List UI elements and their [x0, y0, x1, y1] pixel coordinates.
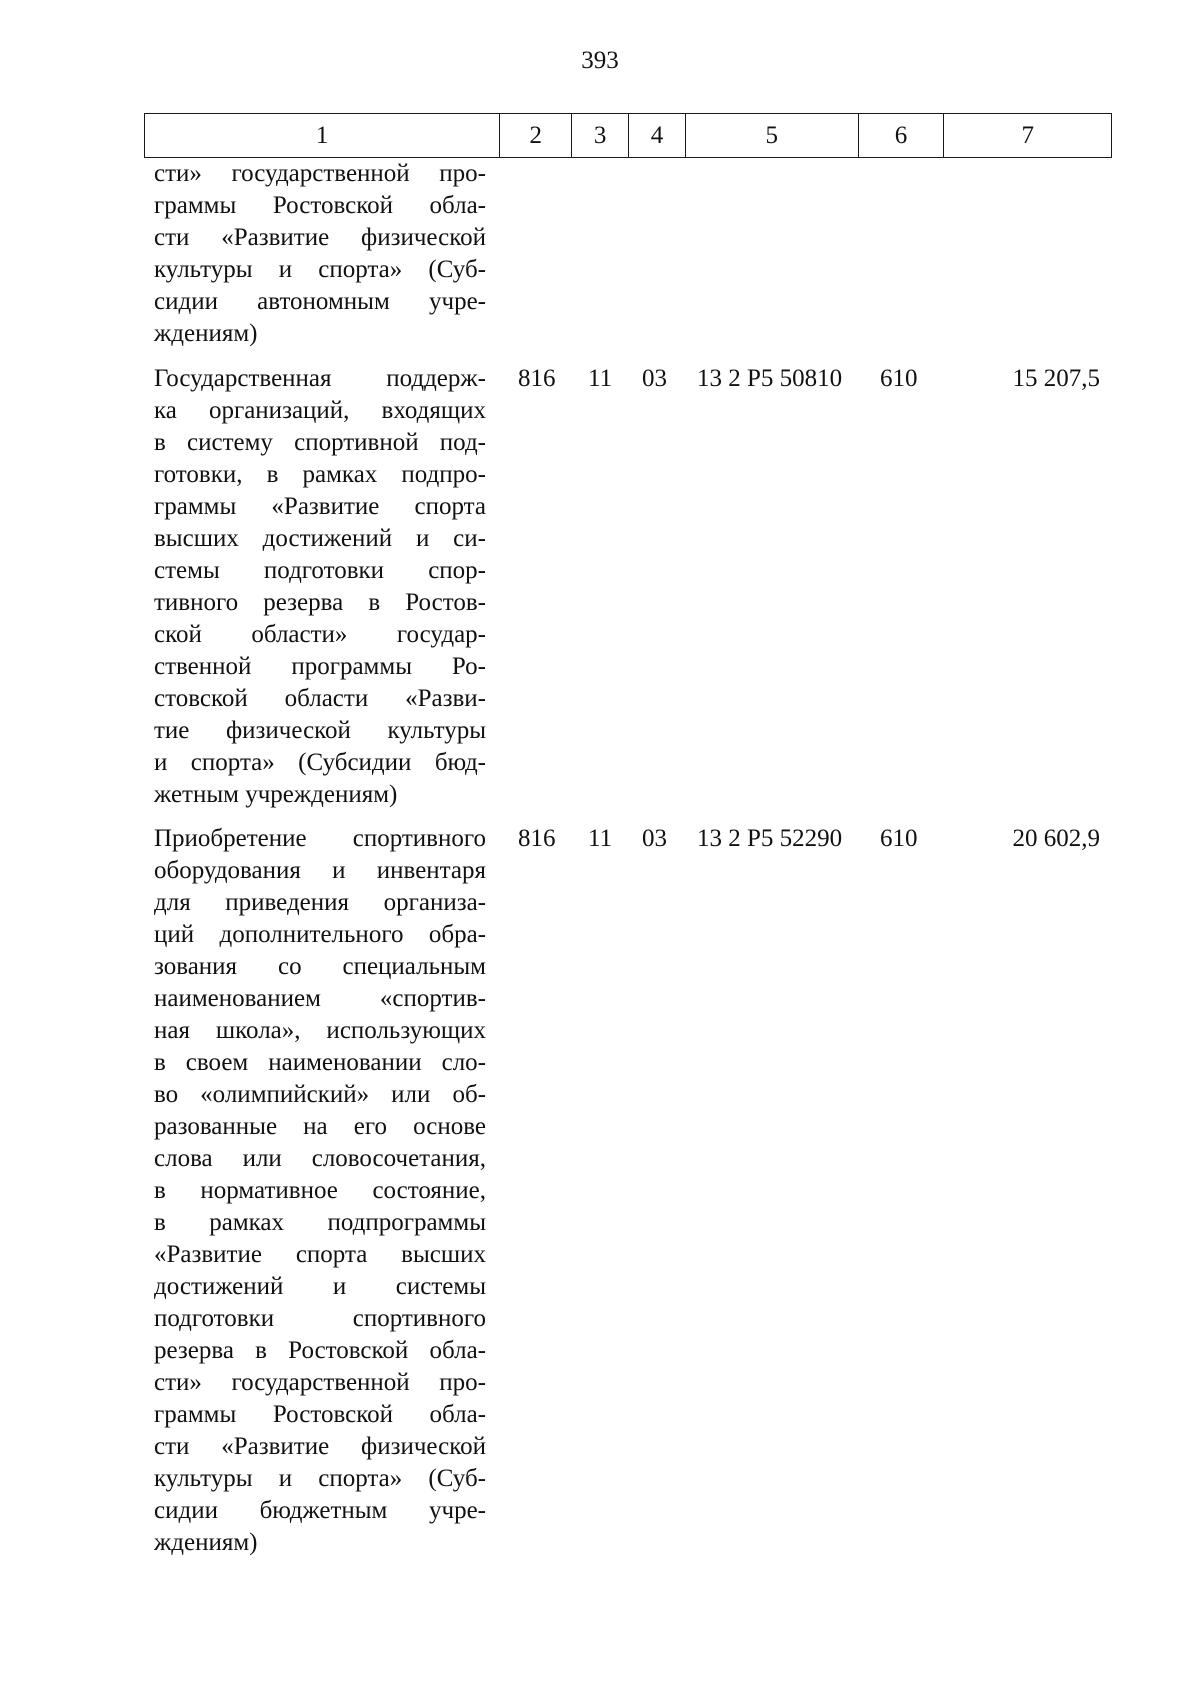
row-col-4: 03 [642, 825, 667, 852]
row-col-4 [629, 158, 686, 350]
description-line: граммы Ростовской обла- [154, 192, 486, 219]
header-cell-4: 4 [629, 114, 686, 157]
row-col-2: 816 [518, 365, 556, 392]
description-line: в рамках подпрограммы [154, 1209, 486, 1236]
description-line: Приобретение спортивного [154, 825, 486, 852]
row-description [144, 823, 500, 1559]
description-line: во «олимпийский» или об- [154, 1081, 486, 1108]
row-col-5 [686, 158, 859, 350]
row-description [144, 363, 500, 811]
description-line: «Развитие спорта высших [154, 1241, 486, 1268]
description-line: слова или словосочетания, [154, 1145, 486, 1172]
description-line: и спорта» (Субсидии бюд- [154, 749, 486, 776]
table-row [144, 823, 1112, 1559]
header-cell-5: 5 [686, 114, 859, 157]
row-col-5: 13 2 P5 50810 [697, 365, 843, 392]
description-line: для приведения организа- [154, 889, 486, 916]
description-line: тие физической культуры [154, 717, 486, 744]
description-line: наименованием «спортив- [154, 985, 486, 1012]
description-line: зования со специальным [154, 953, 486, 980]
description-line: сти» государственной про- [154, 1369, 486, 1396]
page-number: 393 [581, 47, 619, 74]
header-cell-1: 1 [145, 114, 500, 157]
description-line: подготовки спортивного [154, 1305, 486, 1332]
description-line: жетным учреждениям) [154, 781, 398, 808]
header-cell-7: 7 [1021, 121, 1034, 149]
description-line: достижений и системы [154, 1273, 486, 1300]
row-col-7: 15 207,5 [1012, 365, 1100, 392]
description-line: ской области» государ- [154, 621, 486, 648]
description-line: сидии автономным учре- [154, 288, 486, 315]
description-line: сти» государственной про- [154, 160, 486, 187]
description-line: стемы подготовки спор- [154, 557, 486, 584]
description-line: в систему спортивной под- [154, 429, 486, 456]
row-col-4: 03 [642, 365, 667, 392]
row-col-3: 11 [588, 825, 613, 852]
description-line: культуры и спорта» (Суб- [154, 256, 486, 283]
description-line: ций дополнительного обра- [154, 921, 486, 948]
description-line: ная школа», использующих [154, 1017, 486, 1044]
description-line: высших достижений и си- [154, 525, 486, 552]
description-line: ка организаций, входящих [154, 397, 486, 424]
table-header-row [144, 113, 1112, 158]
row-col-3 [572, 158, 629, 350]
row-col-5: 13 2 P5 52290 [697, 825, 843, 852]
description-line: сти «Развитие физической [154, 224, 486, 251]
description-line: оборудования и инвентаря [154, 857, 486, 884]
description-line: сти «Развитие физической [154, 1433, 486, 1460]
description-line: ственной программы Ро- [154, 653, 486, 680]
description-line: разованные на его основе [154, 1113, 486, 1140]
description-line: тивного резерва в Ростов- [154, 589, 486, 616]
row-col-3: 11 [588, 365, 613, 392]
header-cell-3: 3 [572, 114, 629, 157]
description-line: граммы «Развитие спорта [154, 493, 486, 520]
row-col-6 [859, 158, 945, 350]
description-line: граммы Ростовской обла- [154, 1401, 486, 1428]
description-line: в нормативное состояние, [154, 1177, 486, 1204]
budget-table [144, 113, 1112, 1559]
description-line: сидии бюджетным учре- [154, 1497, 486, 1524]
row-col-2 [500, 158, 572, 350]
description-line: ждениям) [154, 320, 258, 347]
row-col-2: 816 [518, 825, 556, 852]
row-col-6: 610 [880, 825, 918, 852]
header-cell-2: 2 [500, 114, 572, 157]
row-col-7 [945, 158, 1112, 350]
description-line: готовки, в рамках подпро- [154, 461, 486, 488]
description-line: стовской области «Разви- [154, 685, 486, 712]
row-col-6: 610 [880, 365, 918, 392]
description-line: Государственная поддерж- [154, 365, 486, 392]
description-line: в своем наименовании сло- [154, 1049, 486, 1076]
table-row [144, 158, 1112, 350]
description-line: культуры и спорта» (Суб- [154, 1465, 486, 1492]
description-line: ждениям) [154, 1529, 258, 1556]
row-description [144, 158, 500, 350]
row-col-7: 20 602,9 [1012, 825, 1100, 852]
header-cell-6: 6 [859, 114, 945, 157]
description-line: резерва в Ростовской обла- [154, 1337, 486, 1364]
table-row [144, 363, 1112, 811]
